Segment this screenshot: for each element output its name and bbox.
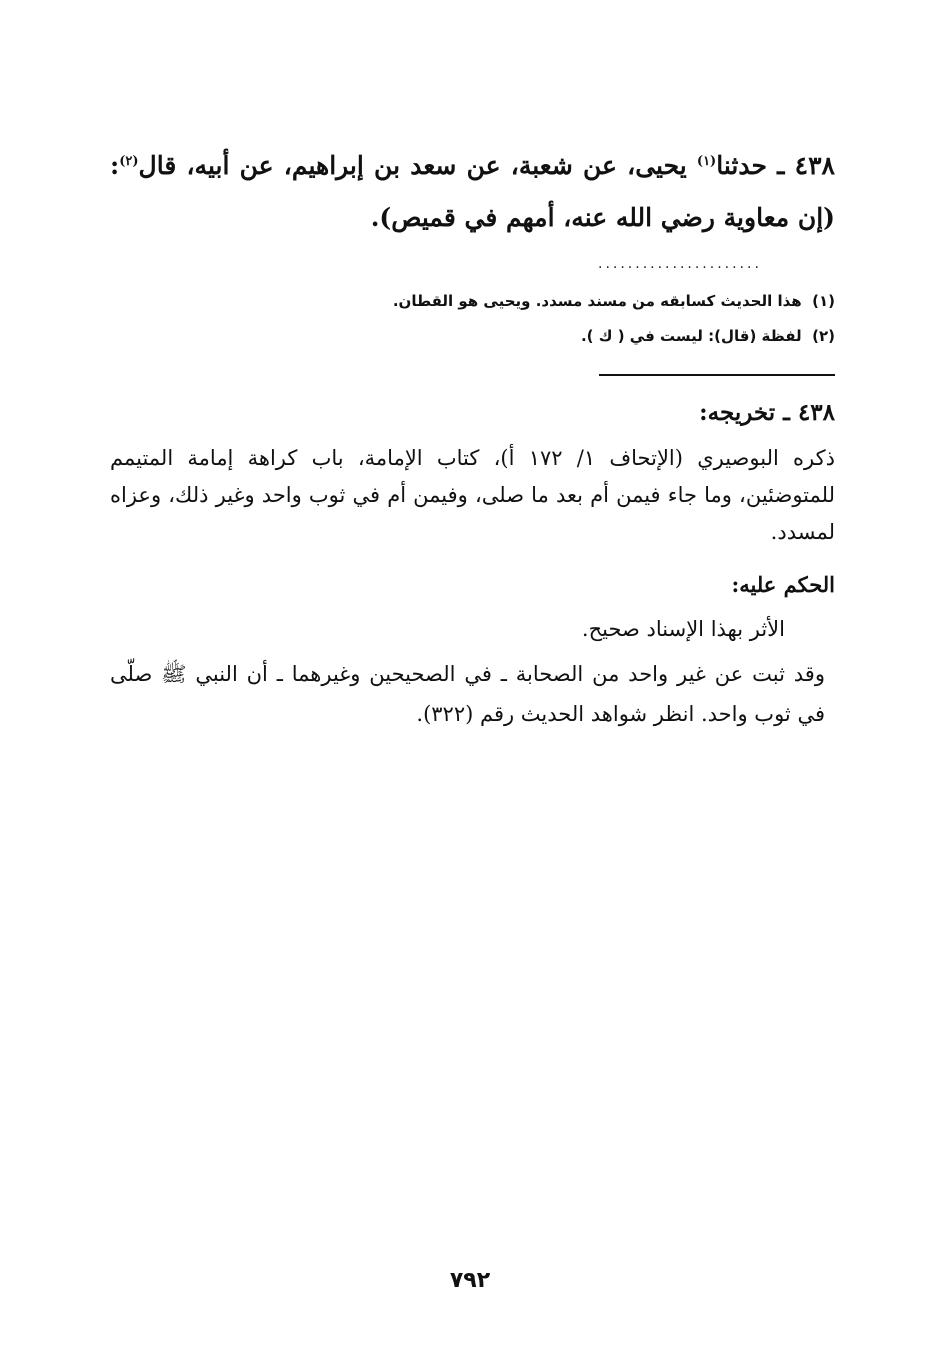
footnote-marker: (٢) [812,327,835,345]
footnote-text: هذا الحديث كسابقه من مسند مسدد. ويحيى هو القطان. [392,292,802,310]
takhrij-heading: ٤٣٨ ـ تخريجه: [699,399,835,426]
footnote-separator: ...................... [598,256,762,272]
footnote-ref-2: (٢) [119,154,139,169]
hadith-dash: ـ [777,151,785,180]
footnote-ref-1: (١) [696,154,717,169]
footnote-2 [300,324,835,348]
hadith-text [110,140,835,244]
takhrij-text: ذكره البوصيري (الإتحاف ١/ ١٧٢ أ)، كتاب الإمامة، باب كراهة إمامة المتيمم للمتوضئين، وما جاء فيمن أم بعد ما صلى، وفيمن أم في ثوب واحد وغير ذلك، وعزاه لمسدد. [110,446,835,544]
hadith-part-2: يحيى، عن شعبة، عن سعد بن إبراهيم، عن أبيه، قال [138,151,687,180]
ruling-heading: الحكم عليه: [731,572,835,597]
ruling-note: وقد ثبت عن غير واحد من الصحابة ـ في الصحيحين وغيرهما ـ أن النبي ﷺ صلّى في ثوب واحد. انظر شواهد الحديث رقم (٣٢٢). [110,662,825,726]
footnote-text: لفظة (قال): ليست في ( ك ). [580,327,802,345]
page-number: ٧٩٢ [449,1268,491,1293]
hadith-part-3: : (إن معاوية رضي الله عنه، أمهم في قميص). [110,151,835,232]
hadith-number: ٤٣٨ [794,151,835,180]
footnote-1 [300,289,835,313]
footnote-marker: (١) [812,292,835,310]
ruling-text: الأثر بهذا الإسناد صحيح. [581,617,785,641]
section-divider [599,374,835,376]
hadith-part-1: حدثنا [716,151,767,180]
